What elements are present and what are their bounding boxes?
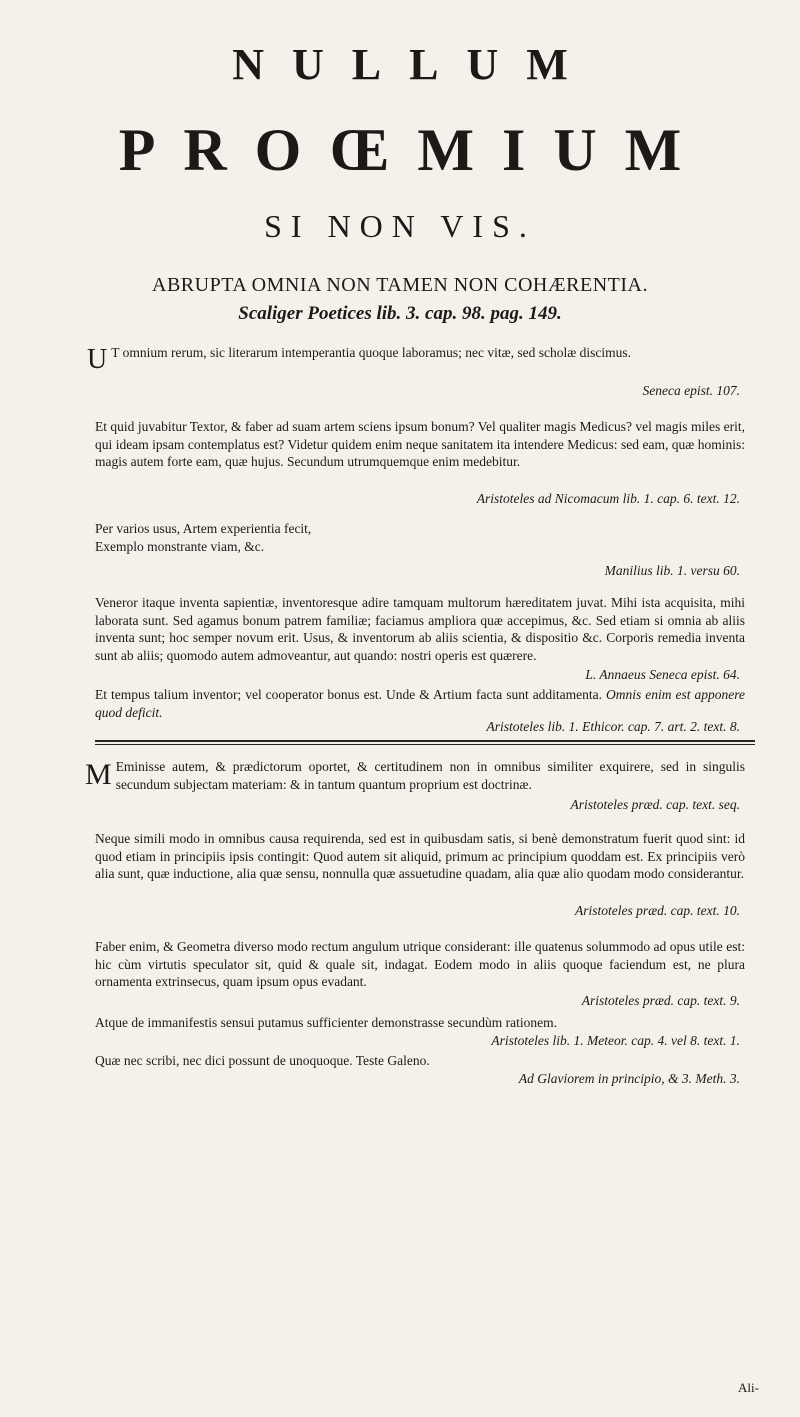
quote-text-italic: Omnis enim est apponere quod deficit.: [95, 687, 746, 720]
citation: Aristoteles lib. 1. Meteor. cap. 4. vel 8. text. 1.: [491, 1033, 740, 1048]
title-si-non-vis: SI NON VIS.: [264, 208, 536, 244]
quote-aristotle-2: Neque simili modo in omnibus causa requirenda, sed est in quibusdam satis, si benè demonstratum fuerit quod sint: id quod etiam in principiis ipsis contingit: Quod autem sit aliquid, primum ac principium quoddam est. Ex principiis verò alia sunt, quæ inductione, alia quæ sensu, nonnulla quæ assuetudine quadam, alia quæ alio quodam modo considerantur.: [95, 831, 745, 881]
quote-aristotle-3: Faber enim, & Geometra diverso modo rectum angulum utrique considerant: ille quatenus solummodo ad opus utile est: hic cùm virtutis speculator sit, quid & quale sit, indagat. Eodem modo in aliis quoque faciendum est, ne plura ornamenta extrinsecus, quam ipsum opus evadant.: [95, 939, 745, 989]
catchword: Ali-: [738, 1380, 759, 1395]
title-nullum: NULLUM: [232, 40, 596, 89]
citation: Ad Glaviorem in principio, & 3. Meth. 3.: [518, 1071, 740, 1086]
quote-seneca-64: Veneror itaque inventa sapientiæ, inventoresque adire tamquam multorum hæreditatem juvat. Mihi ista acquisita, mihi laborata sunt. Sed agamus bonum patrem familiæ; faciamus ampliora quæ accepimus, &c. Sed etiam si omnia ab aliis inventa sunt; hoc semper novum erit. Usus, & inventorum ab aliis scientia, & dispositio &c. Corporis remedia inventa sunt ab aliis; quomodo autem admoveantur, aut quando: nostri operis est quærere.: [95, 595, 745, 663]
quote-text: T omnium rerum, sic literarum intemperantia quoque laboramus; nec vitæ, sed scholæ discimus.: [111, 345, 632, 360]
quote-aristotle-nicomachean: Et quid juvabitur Textor, & faber ad suam artem sciens ipsum bonum? Vel qualiter magis Medicus? vel magis miles erit, qui ideam ipsam contemplatus est? Videtur quidem enim neque sanitatem ita intendere Medicus: sed eam, quæ hominis: magis autem forte eam, quæ hujus. Secundum utrumquemque enim medebitur.: [95, 419, 745, 469]
citation: Aristoteles lib. 1. Ethicor. cap. 7. art. 2. text. 8.: [486, 719, 740, 734]
drop-cap-u: U: [87, 344, 108, 375]
drop-cap-m: M: [85, 758, 112, 791]
citation: Aristoteles ad Nicomacum lib. 1. cap. 6. text. 12.: [476, 491, 740, 506]
citation: L. Annaeus Seneca epist. 64.: [585, 667, 740, 682]
quote-aristotle-meteor: Atque de immanifestis sensui putamus sufficienter demonstrasse secundùm rationem.: [95, 1015, 558, 1030]
citation: Aristoteles præd. cap. text. seq.: [570, 797, 740, 812]
divider-rule: [95, 744, 755, 745]
title-prooemium: PROŒMIUM: [118, 117, 710, 183]
quote-text: Eminisse autem, & prædictorum oportet, & certitudinem non in omnibus similiter exquirere, sed in singulis secundum subjectam materiam: & in tantum quantum proprium est doctrinæ.: [115, 759, 745, 792]
quote-seneca-107: [87, 344, 745, 375]
citation: Aristoteles præd. cap. text. 9.: [581, 993, 740, 1008]
quote-aristotle-1: [85, 758, 745, 793]
quote-text: Et tempus talium inventor; vel cooperator bonus est. Unde & Artium facta sunt additamenta.: [95, 687, 603, 702]
verse-line: Per varios usus, Artem experientia fecit,: [95, 521, 312, 536]
motto-source: Scaliger Poetices lib. 3. cap. 98. pag. 149.: [238, 303, 562, 324]
citation: Seneca epist. 107.: [642, 383, 740, 398]
verse-line: Exemplo monstrante viam, &c.: [95, 538, 265, 554]
quote-manilius: [95, 520, 745, 555]
citation: Aristoteles præd. cap. text. 10.: [575, 903, 740, 918]
divider-rule: [95, 740, 755, 742]
motto: ABRUPTA OMNIA NON TAMEN NON COHÆRENTIA.: [152, 274, 648, 296]
quote-aristotle-ethics: [95, 686, 745, 721]
quote-galen: Quæ nec scribi, nec dici possunt de unoquoque. Teste Galeno.: [95, 1053, 430, 1068]
citation: Manilius lib. 1. versu 60.: [604, 563, 740, 578]
